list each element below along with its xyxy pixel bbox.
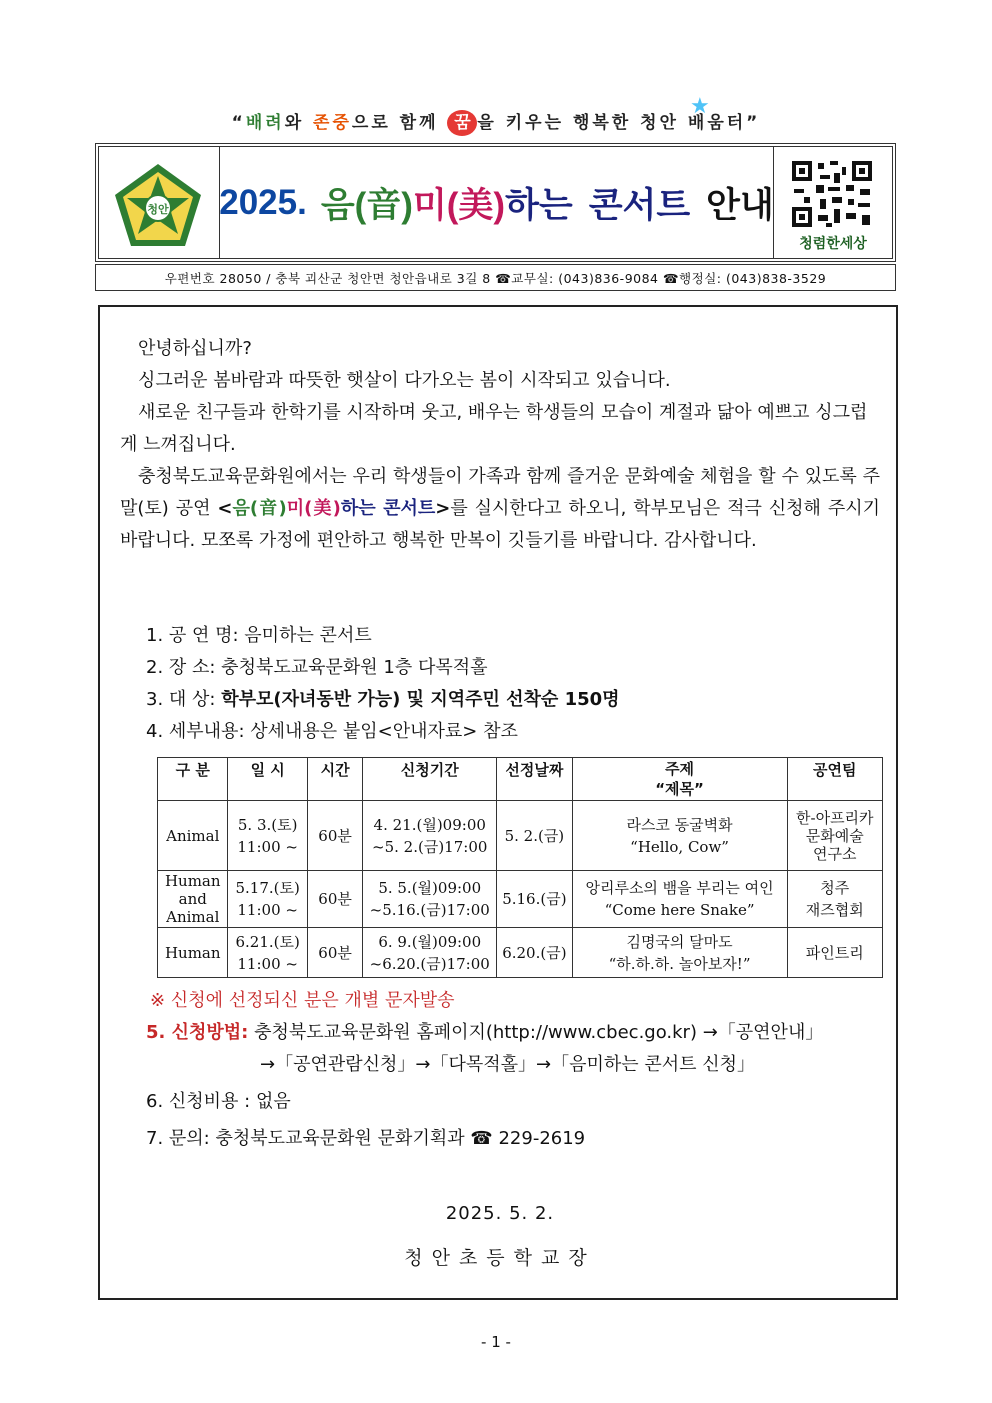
- page-title: [221, 147, 772, 258]
- school-emblem-icon: [113, 162, 203, 248]
- cell-team: 파인트리: [787, 928, 882, 978]
- cell-datetime: 5.17.(토) 11:00 ~: [228, 871, 307, 928]
- cell-select-date: 6.20.(금): [497, 928, 572, 978]
- svg-text:청안: 청안: [147, 203, 169, 216]
- qr-code-icon: [790, 159, 874, 229]
- slogan-word-dream: 꿈: [447, 110, 477, 136]
- school-emblem-cell: [99, 147, 220, 258]
- school-address: 우편번호 28050 / 충북 괴산군 청안면 청안읍내로 3길 8 ☎교무실: (043)836-9084 ☎행정실: (043)838-3529: [95, 264, 896, 291]
- cell-datetime: 6.21.(토) 11:00 ~: [228, 928, 307, 978]
- title-guide: 안내: [706, 185, 774, 225]
- cell-team: 한-아프리카 문화예술 연구소: [787, 801, 882, 871]
- cell-apply-period: 4. 21.(월)09:00 ~5. 2.(금)17:00: [363, 801, 497, 871]
- col-theme: 주제 “제목”: [572, 758, 787, 801]
- signer: 청안초등학교장: [404, 1247, 596, 1269]
- table-header-row: [158, 758, 883, 801]
- table-row: [158, 801, 883, 871]
- slogan-word-consideration: 배려: [245, 113, 285, 133]
- apply-method: 5. 신청방법: 충청북도교육문화원 홈페이지(http://www.cbec.go.kr) →「공연안내」: [146, 1022, 824, 1043]
- col-duration: 시간: [307, 758, 362, 801]
- cell-select-date: 5.16.(금): [497, 871, 572, 928]
- paragraph-spring: 싱그러운 봄바람과 따뜻한 햇살이 다가오는 봄이 시작되고 있습니다.: [138, 370, 671, 391]
- qr-cell: [773, 147, 892, 258]
- col-datetime: 일 시: [228, 758, 307, 801]
- slogan-quote: “: [231, 113, 246, 133]
- item-title: 1. 공 연 명: 음미하는 콘서트: [146, 625, 372, 646]
- cell-apply-period: 5. 5.(월)09:00 ~5.16.(금)17:00: [363, 871, 497, 928]
- item-audience: 3. 대 상: 학부모(자녀동반 가능) 및 지역주민 선착순 150명: [146, 689, 620, 710]
- cell-apply-period: 6. 9.(월)09:00 ~6.20.(금)17:00: [363, 928, 497, 978]
- title-year: 2025.: [219, 182, 307, 222]
- selection-note: ※ 신청에 선정되신 분은 개별 문자발송: [150, 990, 455, 1011]
- item-cost: 6. 신청비용 : 없음: [146, 1091, 291, 1112]
- cell-duration: 60분: [307, 801, 362, 871]
- issue-date: 2025. 5. 2.: [445, 1203, 555, 1224]
- title-mi-hanja: (美): [446, 185, 506, 225]
- cell-duration: 60분: [307, 928, 362, 978]
- paragraph-announcement: 충청북도교육문화원에서는 우리 학생들이 가족과 함께 즐거운 문화예술 체험을 할 수 있도록 주말(토) 공연 <음(音)미(美)하는 콘서트>를 실시한다고 하오니, 학부모님은 적극 신청해 주시기 바랍니다. 모쪼록 가정에 편안하고 행복한 만복이 깃들기를 바랍니다. 감사합니다.: [120, 466, 881, 551]
- qr-caption: 청렴한세상: [799, 236, 867, 252]
- apply-method-continued: →「공연관람신청」→「다목적홀」→「음미하는 콘서트 신청」: [260, 1054, 756, 1075]
- table-row: [158, 928, 883, 978]
- table-row: [158, 871, 883, 928]
- schedule-table: [157, 757, 883, 978]
- school-slogan: [0, 94, 992, 136]
- title-rest: 하는: [505, 185, 573, 225]
- paragraph-students: 새로운 친구들과 한학기를 시작하며 웃고, 배우는 학생들의 모습이 계절과 닮아 예쁘고 싱그럽게 느껴집니다.: [120, 402, 868, 455]
- slogan-text: 와: [284, 113, 314, 133]
- cell-datetime: 5. 3.(토) 11:00 ~: [228, 801, 307, 871]
- slogan-text: 으로 함께: [351, 113, 448, 133]
- cell-theme: 라스코 동굴벽화 “Hello, Cow”: [572, 801, 787, 871]
- cell-select-date: 5. 2.(금): [497, 801, 572, 871]
- cell-theme: 앙리루소의 뱀을 부리는 여인 “Come here Snake”: [572, 871, 787, 928]
- letter-header: [95, 143, 896, 262]
- slogan-word-respect: 존중: [313, 113, 352, 133]
- col-team: 공연팀: [787, 758, 882, 801]
- cell-category: Human: [158, 928, 228, 978]
- item-details: 4. 세부내용: 상세내용은 붙임<안내자료> 참조: [146, 721, 518, 742]
- cell-category: Human and Animal: [158, 871, 228, 928]
- item-contact: 7. 문의: 충청북도교육문화원 문화기획과 ☎ 229-2619: [146, 1128, 586, 1149]
- cell-category: Animal: [158, 801, 228, 871]
- title-eum: 음(音): [320, 185, 413, 225]
- star-icon: ★: [690, 94, 713, 119]
- greeting: 안녕하십니까?: [138, 338, 252, 359]
- item-venue: 2. 장 소: 충청북도교육문화원 1층 다목적홀: [146, 657, 488, 678]
- slogan-text: 을 키우는 행복한 청안 배움터”: [477, 113, 761, 133]
- col-apply-period: 신청기간: [363, 758, 497, 801]
- col-category: 구 분: [158, 758, 228, 801]
- page-number: - 1 -: [481, 1333, 511, 1351]
- col-select-date: 선정날짜: [497, 758, 572, 801]
- title-concert: 콘서트: [588, 185, 691, 225]
- cell-theme: 김명국의 달마도 “하.하.하. 놀아보자!”: [572, 928, 787, 978]
- cell-duration: 60분: [307, 871, 362, 928]
- title-mi: 미: [412, 185, 447, 225]
- cell-team: 청주 재즈협회: [787, 871, 882, 928]
- letter-body: [98, 305, 898, 1300]
